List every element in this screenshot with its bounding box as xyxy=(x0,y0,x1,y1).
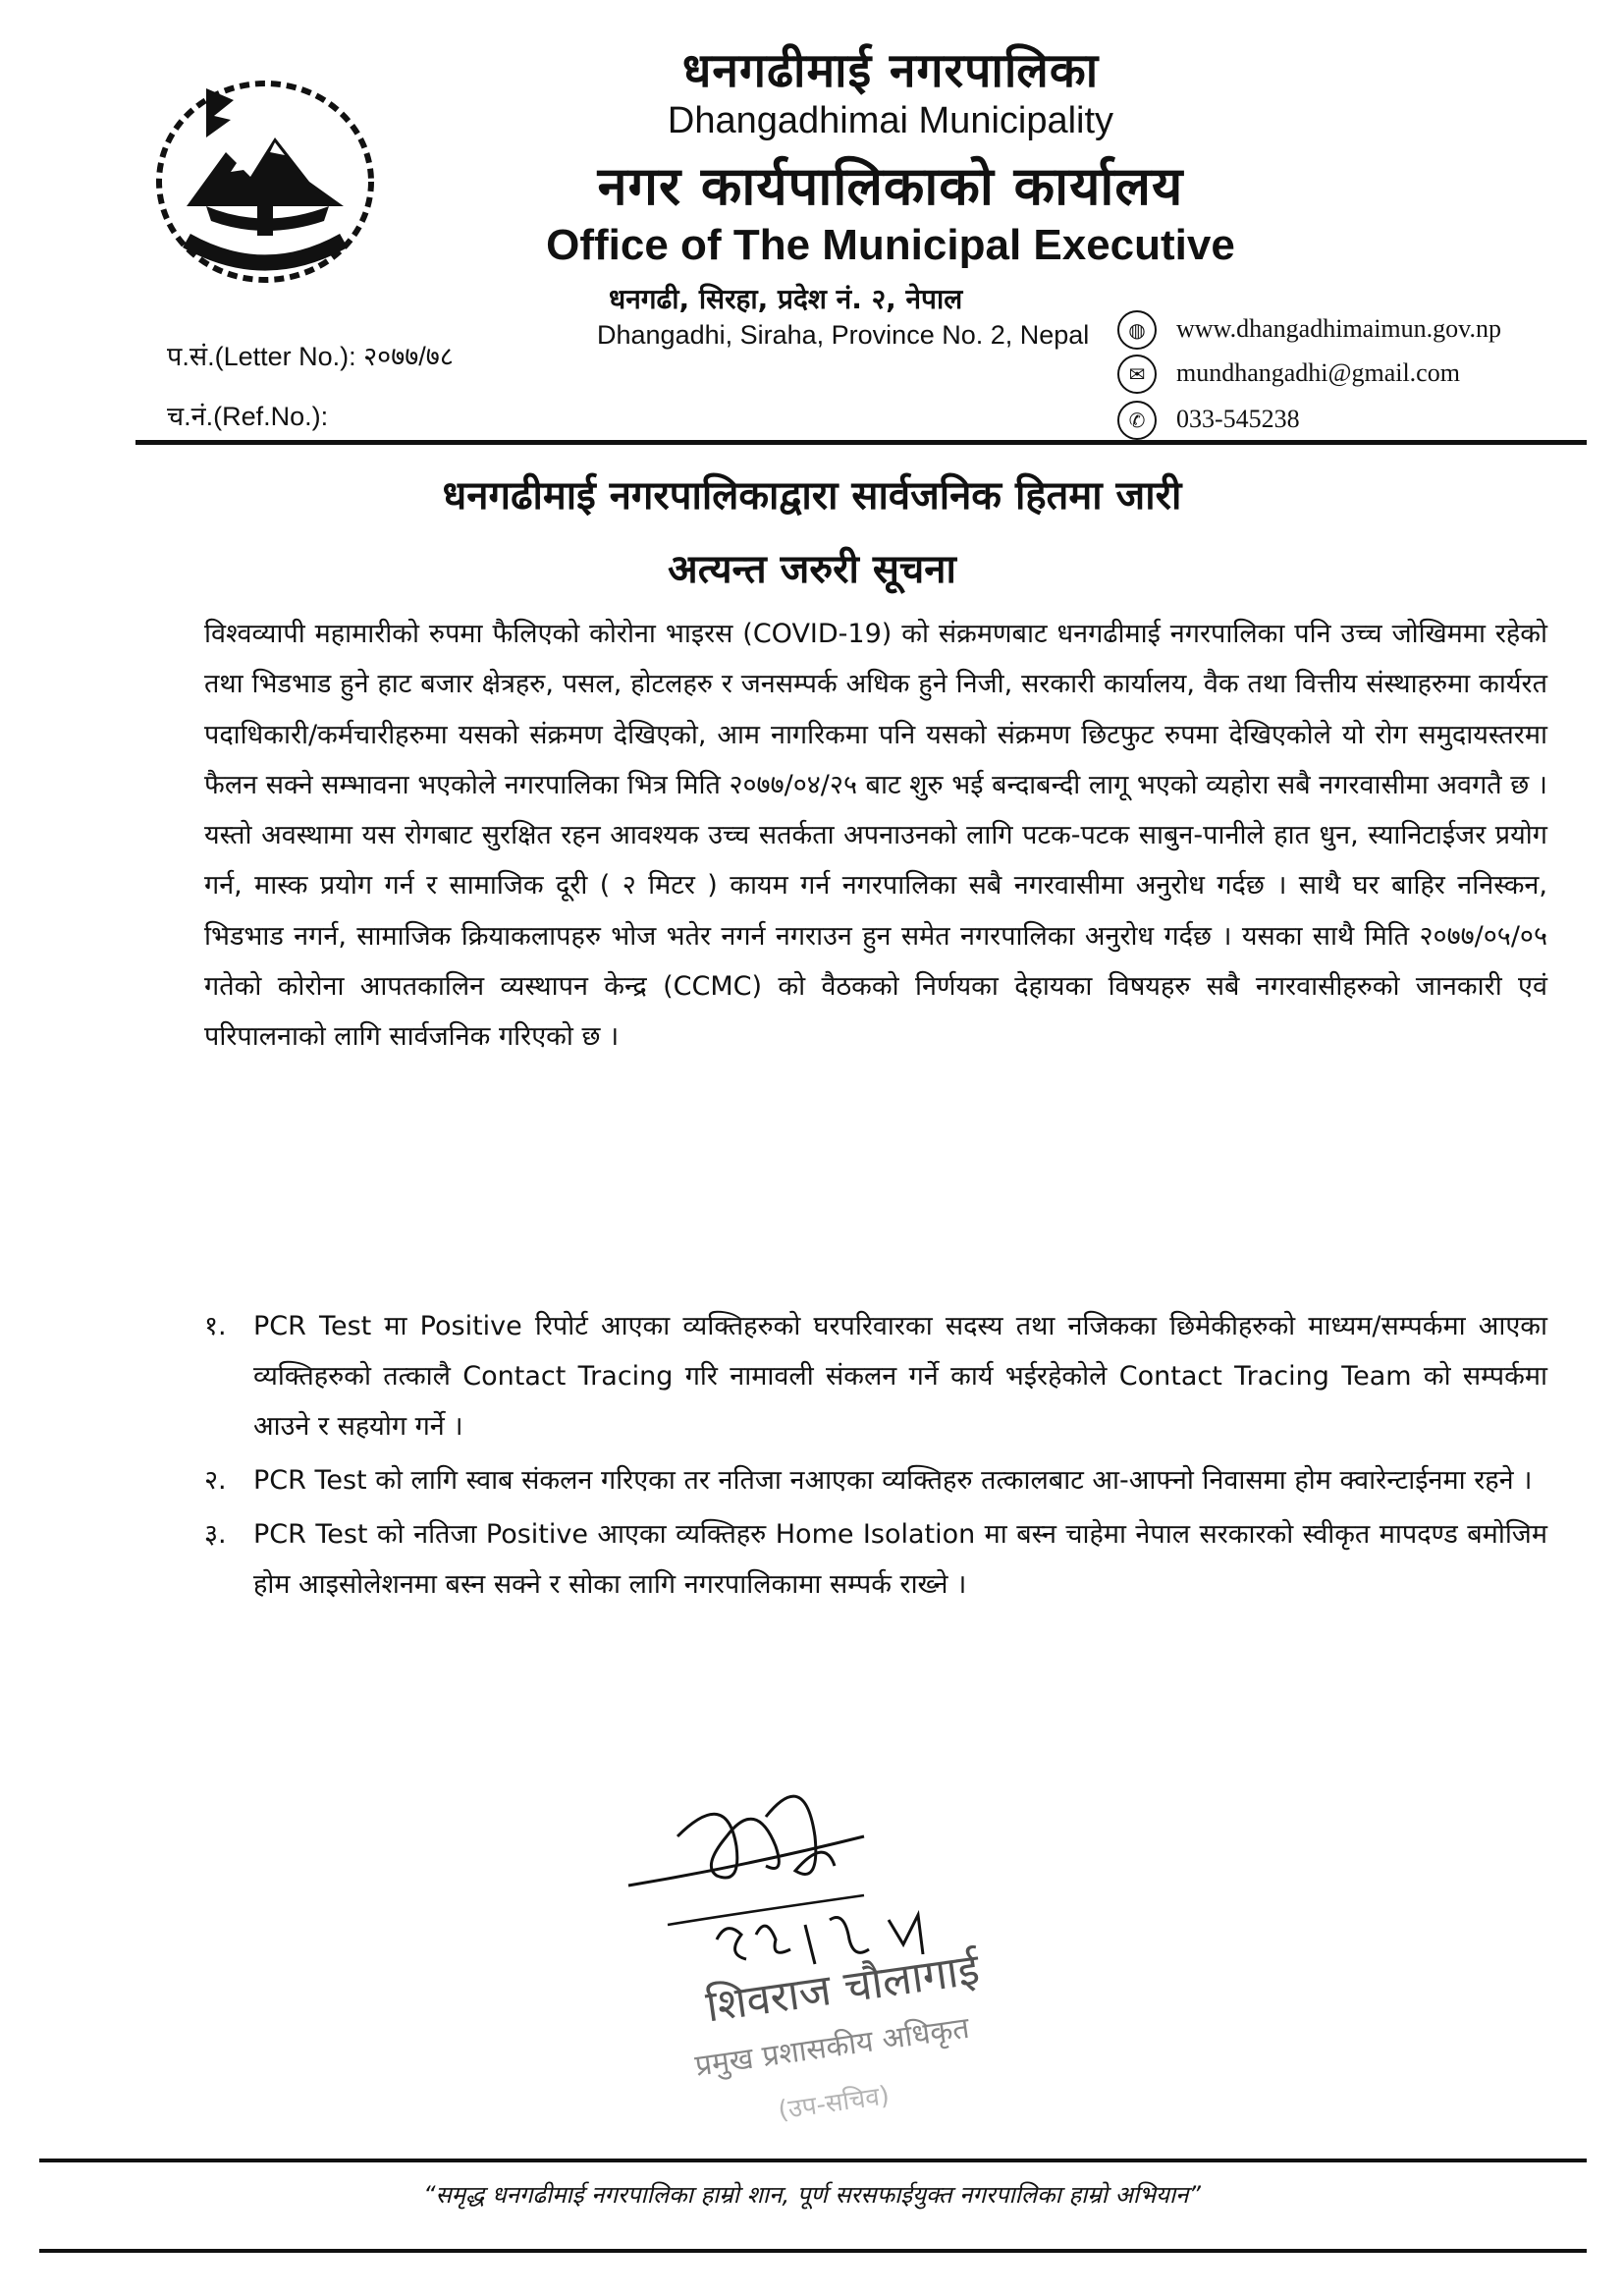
notice-title: धनगढीमाई नगरपालिकाद्वारा सार्वजनिक हितमा जारी xyxy=(442,473,1182,519)
notice-subtitle: अत्यन्त जरुरी सूचना xyxy=(668,547,956,592)
list-item-number: ३. xyxy=(204,1519,227,1550)
footer-divider-top xyxy=(39,2159,1587,2162)
mail-icon: ✉ xyxy=(1117,355,1157,394)
header-divider xyxy=(135,440,1587,445)
notice-list xyxy=(204,1301,1547,1610)
website-text: www.dhangadhimaimun.gov.np xyxy=(1176,314,1501,343)
list-item xyxy=(204,1301,1547,1451)
list-item xyxy=(204,1455,1547,1505)
list-item-text: PCR Test मा Positive रिपोर्ट आएका व्यक्तिहरुको घरपरिवारका सदस्य तथा नजिकका छिमेकीहरुको माध्यम/सम्पर्कमा आएका व्यक्तिहरुको तत्कालै Contact Tracing गरि नामावली संकलन गर्ने कार्य भईरहेकोले Contact Tracing Team को सम्पर्कमा आउने र सहयोग गर्ने । xyxy=(253,1311,1547,1442)
municipality-name-english: Dhangadhimai Municipality xyxy=(667,100,1114,141)
address-english: Dhangadhi, Siraha, Province No. 2, Nepal xyxy=(597,320,1090,350)
email-text: mundhangadhi@gmail.com xyxy=(1176,358,1460,387)
signatory-subtitle: (उप-सचिव) xyxy=(776,2081,892,2126)
contact-email[interactable] xyxy=(1128,358,1460,388)
contact-phone[interactable] xyxy=(1128,405,1300,434)
globe-icon: ◍ xyxy=(1117,310,1157,350)
office-name-nepali: नगर कार्यपालिकाको कार्यालय xyxy=(597,155,1184,217)
list-item-text: PCR Test को नतिजा Positive आएका व्यक्तिहरु Home Isolation मा बस्न चाहेमा नेपाल सरकारको स्वीकृत मापदण्ड बमोजिम होम आइसोलेशनमा बस्न सक्ने र सोका लागि नगरपालिकामा सम्पर्क राख्ने । xyxy=(253,1519,1547,1600)
footer-divider-bottom xyxy=(39,2249,1587,2253)
list-item xyxy=(204,1509,1547,1610)
footer-motto: “समृद्ध धनगढीमाई नगरपालिका हाम्रो शान, पूर्ण सरसफाईयुक्त नगरपालिका हाम्रो अभियान” xyxy=(423,2181,1201,2209)
signatory-name: शिवराज चौलागाई xyxy=(702,1943,983,2033)
address-nepali: धनगढी, सिरहा, प्रदेश नं. २, नेपाल xyxy=(609,283,963,315)
phone-text: 033-545238 xyxy=(1176,405,1300,433)
municipality-name-nepali: धनगढीमाई नगरपालिका xyxy=(681,43,1100,98)
contact-website[interactable] xyxy=(1128,314,1501,344)
phone-icon: ✆ xyxy=(1117,401,1157,440)
list-item-number: २. xyxy=(204,1465,227,1496)
office-name-english: Office of The Municipal Executive xyxy=(546,221,1235,269)
reference-number: च.नं.(Ref.No.): xyxy=(167,402,329,431)
notice-body: विश्वव्यापी महामारीको रुपमा फैलिएको कोरोना भाइरस (COVID-19) को संक्रमणबाट धनगढीमाई नगरपालिका पनि उच्च जोखिममा रहेको तथा भिडभाड हुने हाट बजार क्षेत्रहरु, पसल, होटलहरु र जनसम्पर्क अधिक हुने निजी, सरकारी कार्यालय, वैक तथा वित्तीय संस्थाहरुमा कार्यरत पदाधिकारी/कर्मचारीहरुमा यसको संक्रमण देखिएको, आम नागरिकमा पनि यसको संक्रमण छिटफुट रुपमा देखिएकोले यो रोग समुदायस्तरमा फैलन सक्ने सम्भावना भएकोले नगरपालिका भित्र मिति २०७७/०४/२५ बाट शुरु भई बन्दाबन्दी लागू भएको व्यहोरा सबै नगरवासीमा अवगतै छ । यस्तो अवस्थामा यस रोगबाट सुरक्षित रहन आवश्यक उच्च सतर्कता अपनाउनको लागि पटक-पटक साबुन-पानीले हात धुन, स्यानिटाईजर प्रयोग गर्न, मास्क प्रयोग गर्न र सामाजिक दूरी ( २ मिटर ) कायम गर्न नगरपालिका सबै नगरवासीमा अनुरोध गर्दछ । साथै घर बाहिर ननिस्कन, भिडभाड नगर्न, सामाजिक क्रियाकलापहरु भोज भतेर नगर्न नगराउन हुन समेत नगरपालिका अनुरोध गर्दछ । यसका साथै मिति २०७७/०५/०५ गतेको कोरोना आपतकालिन व्यस्थापन केन्द्र (CCMC) को वैठकको निर्णयका देहायका विषयहरु सबै नगरवासीहरुको जानकारी एवं परिपालनाको लागि सार्वजनिक गरिएको छ । xyxy=(204,619,1547,1053)
signatory-title: प्रमुख प्रशासकीय अधिकृत xyxy=(692,2010,972,2084)
letter-number: प.सं.(Letter No.): २०७७/७८ xyxy=(167,342,454,371)
list-item-text: PCR Test को लागि स्वाब संकलन गरिएका तर नतिजा नआएका व्यक्तिहरु तत्कालबाट आ-आफ्नो निवासमा होम क्वारेन्टाईनमा रहने । xyxy=(253,1465,1533,1496)
list-item-number: १. xyxy=(204,1311,227,1341)
